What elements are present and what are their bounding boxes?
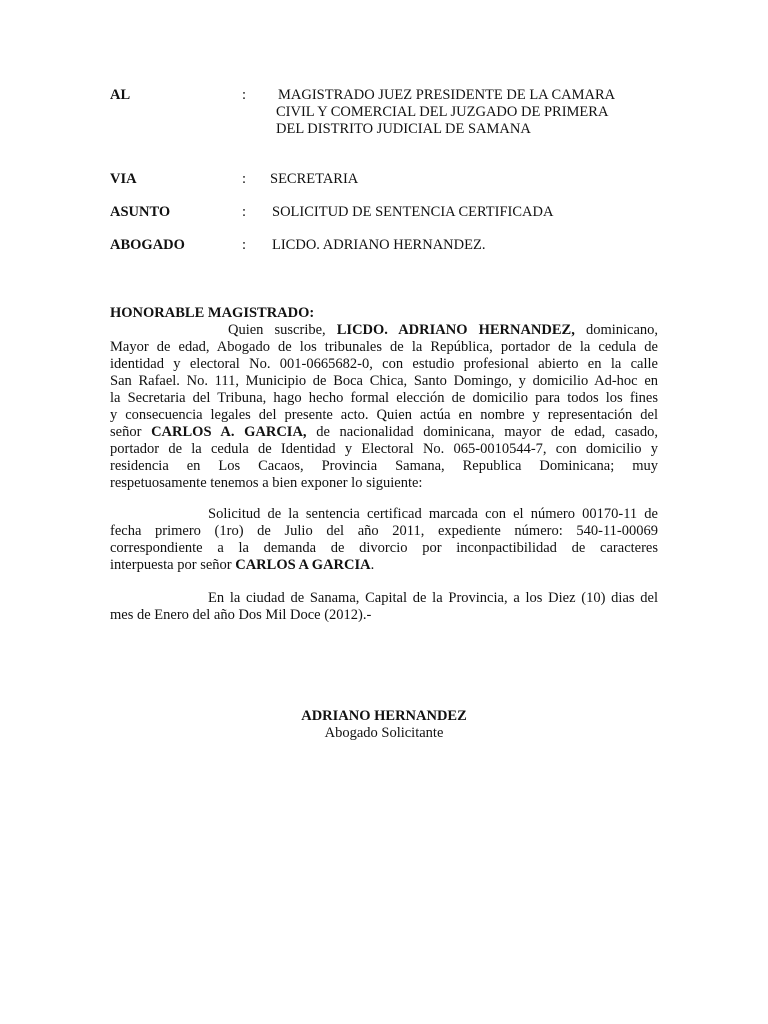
- header-al-label: AL: [110, 87, 131, 103]
- paragraph-1-line-10: respetuosamente tenemos a bien exponer lo siguiente:: [110, 475, 423, 491]
- paragraph-1-line-7-tail: de nacionalidad dominicana, mayor de edad, casado,: [316, 424, 658, 440]
- paragraph-2-line-1: Solicitud de la sentencia certificad marcada con el número 00170-11 de: [208, 506, 658, 522]
- paragraph-3-line-1: En la ciudad de Sanama, Capital de la Provincia, a los Diez (10) dias del: [208, 590, 658, 606]
- paragraph-1-line-1-tail: dominicano,: [585, 322, 659, 338]
- header-via-row: [110, 171, 670, 188]
- header-abogado-colon: :: [242, 237, 247, 253]
- paragraph-1-intro: Quien suscribe,: [228, 322, 326, 338]
- paragraph-2-line-4-head: interpuesta por señor: [110, 557, 232, 573]
- paragraph-2-line-4-tail: .: [370, 557, 375, 573]
- header-abogado-value: LICDO. ADRIANO HERNANDEZ.: [272, 237, 486, 253]
- paragraph-1-line-7-head: señor: [110, 424, 142, 440]
- header-via-value: SECRETARIA: [270, 171, 359, 187]
- paragraph-3-line-2: mes de Enero del año Dos Mil Doce (2012).-: [110, 607, 372, 623]
- header-asunto-colon: :: [242, 204, 247, 220]
- lawyer-name: LICDO. ADRIANO HERNANDEZ,: [336, 322, 575, 338]
- header-al-line-2: CIVIL Y COMERCIAL DEL JUZGADO DE PRIMERA: [276, 104, 609, 120]
- paragraph-1-line-6: y consecuencia legales del presente acto. Quien actúa en nombre y representación del: [110, 407, 658, 423]
- signature-name: ADRIANO HERNANDEZ: [301, 708, 467, 724]
- client-name-2: CARLOS A GARCIA: [235, 557, 371, 573]
- body-paragraph-3: [110, 590, 658, 624]
- paragraph-1-line-7: [110, 424, 658, 441]
- paragraph-2-line-3: correspondiente a la demanda de divorcio por inconpactibilidad de caracteres: [110, 540, 658, 556]
- paragraph-1-line-9: residencia en Los Cacaos, Provincia Samana, Republica Dominicana; muy: [110, 458, 658, 474]
- paragraph-1-line-4: San Rafael. No. 111, Municipio de Boca Chica, Santo Domingo, y domicilio Ad-hoc en: [110, 373, 658, 389]
- header-via-colon: :: [242, 171, 247, 187]
- header-asunto-value: SOLICITUD DE SENTENCIA CERTIFICADA: [272, 204, 554, 220]
- body-paragraph-2: [110, 506, 658, 574]
- client-name: CARLOS A. GARCIA,: [151, 424, 307, 440]
- header-via-label: VIA: [110, 171, 137, 187]
- paragraph-1-line-2: Mayor de edad, Abogado de los tribunales de la República, portador de la cedula de: [110, 339, 658, 355]
- paragraph-2-line-2: fecha primero (1ro) de Julio del año 2011, expediente número: 540-11-00069: [110, 523, 658, 539]
- paragraph-1-line-5: la Secretaria del Tribuna, hago hecho formal elección de domicilio para todos los fines: [110, 390, 658, 406]
- paragraph-1-line-8: portador de la cedula de Identidad y Electoral No. 065-0010544-7, con domicilio y: [110, 441, 658, 457]
- header-asunto-row: [110, 204, 670, 221]
- header-abogado-row: [110, 237, 670, 254]
- header-al-line-1: MAGISTRADO JUEZ PRESIDENTE DE LA CAMARA: [278, 87, 616, 103]
- paragraph-2-line-4: [110, 557, 658, 574]
- header-abogado-label: ABOGADO: [110, 237, 185, 253]
- salutation: HONORABLE MAGISTRADO:: [110, 305, 315, 321]
- header-asunto-label: ASUNTO: [110, 204, 171, 220]
- header-al-row: [110, 87, 670, 138]
- header-al-line-3: DEL DISTRITO JUDICIAL DE SAMANA: [276, 121, 531, 137]
- header-al-colon: :: [242, 87, 247, 103]
- paragraph-1-line-1: [110, 322, 658, 339]
- signature-role: Abogado Solicitante: [324, 725, 444, 741]
- paragraph-1-line-3: identidad y electoral No. 001-0665682-0, con estudio profesional abierto en la calle: [110, 356, 658, 372]
- body-paragraph-1: [110, 322, 658, 492]
